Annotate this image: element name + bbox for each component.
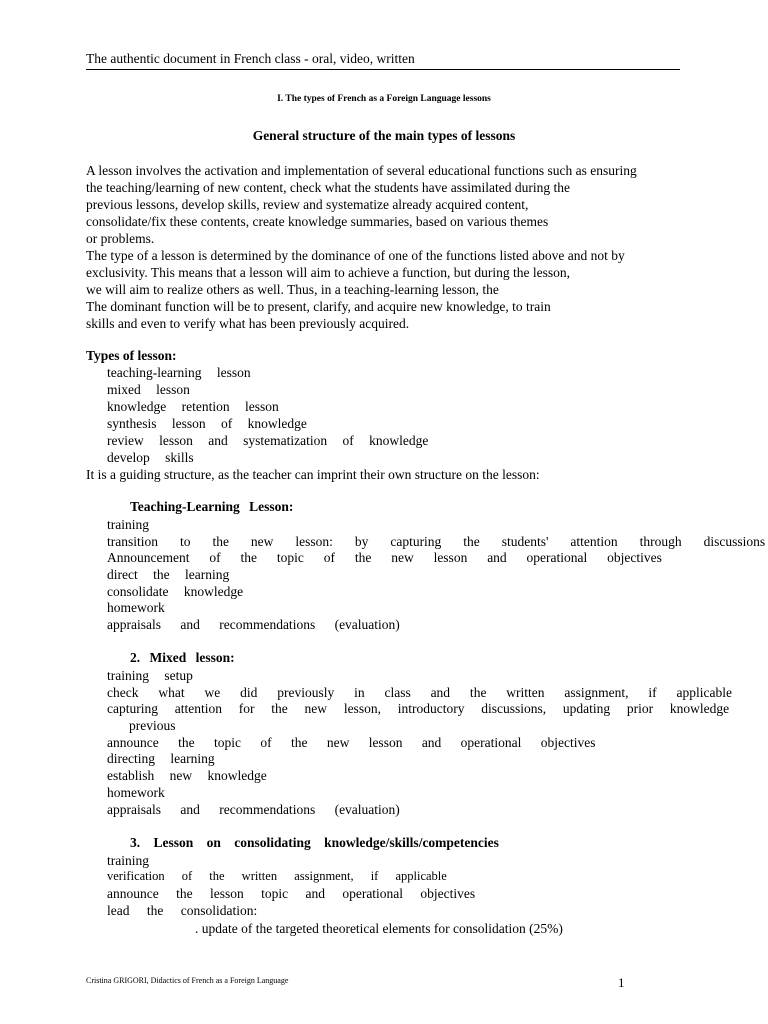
list-item-continued: previous — [129, 718, 176, 733]
sub-item: . update of the targeted theoretical elements for consolidation (25%) — [195, 921, 563, 936]
list-item: mixed lesson — [107, 382, 190, 397]
footer-author: Cristina GRIGORI, Didactics of French as a Foreign Language — [86, 976, 289, 985]
list-item: establish new knowledge — [107, 768, 267, 783]
intro-line: consolidate/fix these contents, create knowledge summaries, based on various themes — [86, 214, 549, 229]
intro-line: skills and even to verify what has been previously acquired. — [86, 316, 410, 331]
list-item: transition to the new lesson: by capturing the students' attention through discussions — [107, 534, 766, 549]
list-item: homework — [107, 785, 165, 800]
list-item: lead the consolidation: — [107, 903, 258, 918]
list-item: teaching-learning lesson — [107, 365, 251, 380]
list-item: training — [107, 853, 149, 868]
list-item: knowledge retention lesson — [107, 399, 279, 414]
consolidating-heading: 3. Lesson on consolidating knowledge/skills/competencies — [130, 835, 499, 850]
list-item: capturing attention for the new lesson, introductory discussions, updating prior knowledge — [107, 701, 730, 716]
intro-line: the teaching/learning of new content, check what the students have assimilated during the — [86, 180, 570, 195]
header-divider — [86, 69, 680, 70]
list-item: Announcement of the topic of the new lesson and operational objectives — [107, 550, 662, 565]
list-item: synthesis lesson of knowledge — [107, 416, 307, 431]
list-item: verification of the written assignment, if applicable — [107, 869, 447, 883]
intro-line: or problems. — [86, 231, 155, 246]
list-item: training setup — [107, 668, 193, 683]
intro-line: The type of a lesson is determined by the dominance of one of the functions listed above and not by — [86, 248, 625, 263]
list-item: homework — [107, 600, 165, 615]
page-number: 1 — [618, 975, 625, 990]
teaching-learning-heading: Teaching-Learning Lesson: — [130, 499, 294, 514]
list-item: check what we did previously in class and the written assignment, if applicable — [107, 685, 733, 700]
main-title: General structure of the main types of lessons — [252, 128, 516, 143]
intro-line: exclusivity. This means that a lesson will aim to achieve a function, but during the lesson, — [86, 265, 571, 280]
section-title: I. The types of French as a Foreign Language lessons — [277, 94, 491, 104]
list-item: announce the topic of the new lesson and operational objectives — [107, 735, 596, 750]
intro-line: The dominant function will be to present, clarify, and acquire new knowledge, to train — [86, 299, 551, 314]
list-item: consolidate knowledge — [107, 584, 244, 599]
mixed-heading: 2. Mixed lesson: — [130, 650, 235, 665]
list-item: develop skills — [107, 450, 194, 465]
intro-line: previous lessons, develop skills, review and systematize already acquired content, — [86, 197, 529, 212]
list-item: training — [107, 517, 149, 532]
list-item: appraisals and recommendations (evaluation) — [107, 802, 400, 817]
running-header: The authentic document in French class - oral, video, written — [86, 51, 415, 66]
list-item: direct the learning — [107, 567, 230, 582]
intro-line: we will aim to realize others as well. Thus, in a teaching-learning lesson, the — [86, 282, 499, 297]
types-heading: Types of lesson: — [86, 348, 177, 363]
intro-line: A lesson involves the activation and implementation of several educational functions such as ensuring — [86, 163, 637, 178]
list-item: directing learning — [107, 751, 215, 766]
list-item: review lesson and systematization of knowledge — [107, 433, 429, 448]
list-item: announce the lesson topic and operational objectives — [107, 886, 476, 901]
list-item: appraisals and recommendations (evaluation) — [107, 617, 400, 632]
types-note: It is a guiding structure, as the teacher can imprint their own structure on the lesson: — [86, 467, 540, 482]
